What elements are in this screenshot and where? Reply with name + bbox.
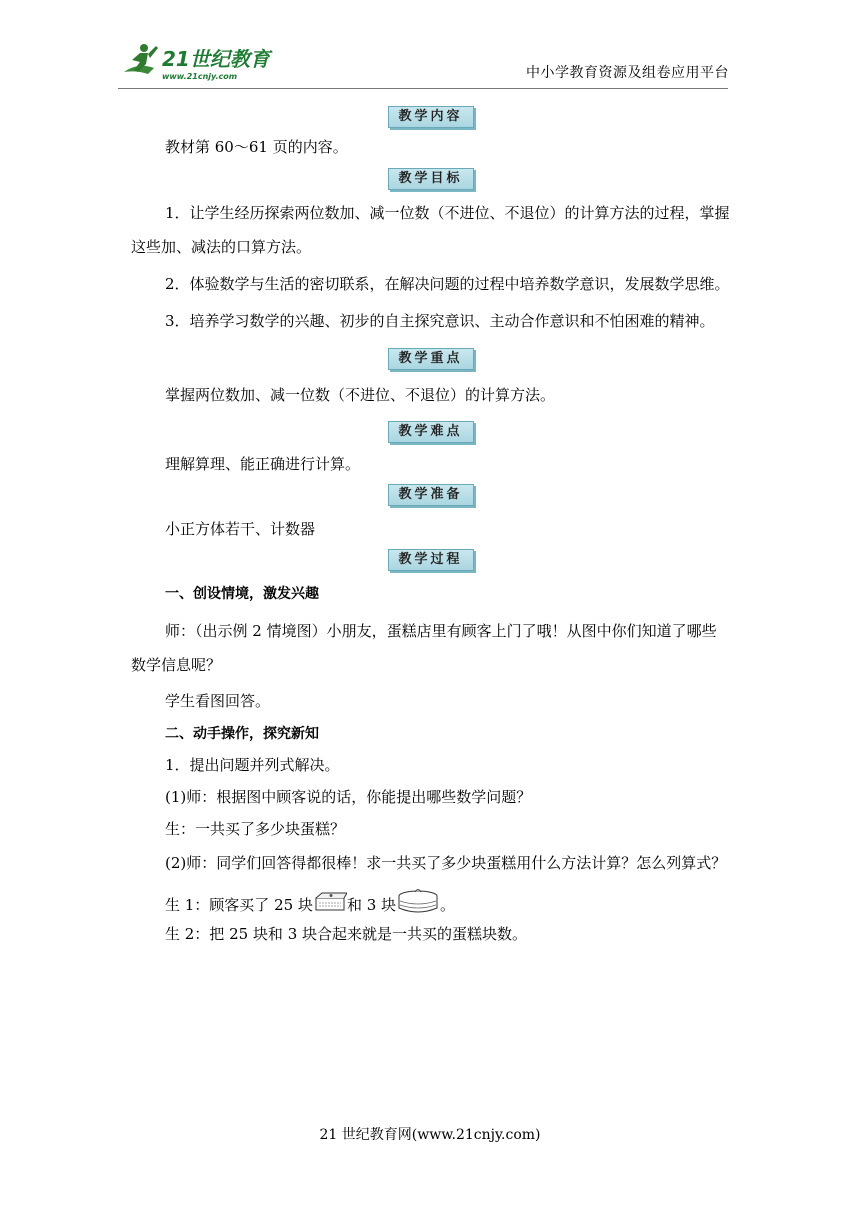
- preparation-text: 小正方体若干、计数器: [165, 520, 316, 538]
- goal-item-2: 2．体验数学与生活的密切联系，在解决问题的过程中培养数学意识，发展数学思维。: [165, 275, 730, 293]
- step1-text: 1．提出问题并列式解决。: [165, 756, 340, 774]
- lesson-plan-body: [131, 106, 730, 948]
- platform-name: 中小学教育资源及组卷应用平台: [526, 65, 729, 81]
- part1-student-text: 学生看图回答。: [165, 692, 271, 710]
- page-header: [0, 0, 860, 96]
- page-footer: 21 世纪教育网(www.21cnjy.com): [319, 1127, 541, 1143]
- part1-title: 一、创设情境，激发兴趣: [165, 586, 319, 602]
- goal-item-3: 3．培养学习数学的兴趣、初步的自主探究意识、主动合作意识和不怕困难的精神。: [165, 312, 715, 330]
- square-cake-icon: [313, 890, 347, 916]
- key-point-text: 掌握两位数加、减一位数（不进位、不退位）的计算方法。: [165, 386, 556, 404]
- difficulty-text: 理解算理、能正确进行计算。: [165, 455, 361, 473]
- goal-item-1: 1．让学生经历探索两位数加、减一位数（不进位、不退位）的计算方法的过程，掌握这些加、减法的口算方法。: [131, 204, 730, 256]
- logo-title: 21世纪教育: [162, 47, 270, 71]
- part2-title: 二、动手操作，探究新知: [165, 726, 319, 742]
- student1-text-b: 和 3 块: [346, 896, 397, 914]
- teaching-content-text: 教材第 60～61 页的内容。: [165, 138, 348, 156]
- student1-text: [131, 888, 730, 919]
- part1-teacher-text: 师：（出示例 2 情境图）小朋友，蛋糕店里有顾客上门了哦！从图中你们知道了哪些数学信息呢？: [131, 622, 717, 674]
- heading-teaching-process: 教学过程: [388, 549, 474, 571]
- heading-key-point: 教学重点: [388, 348, 474, 370]
- heading-teaching-content: 教学内容: [388, 106, 474, 128]
- answer1-text: 生：一共买了多少块蛋糕？: [165, 820, 346, 838]
- header-divider: [118, 88, 728, 89]
- student1-text-a: 生 1：顾客买了 25 块: [165, 896, 313, 914]
- heading-preparation: 教学准备: [388, 484, 474, 506]
- round-cake-icon: [396, 888, 440, 916]
- logo-url: www.21cnjy.com: [162, 72, 238, 81]
- student2-text: 生 2：把 25 块和 3 块合起来就是一共买的蛋糕块数。: [165, 925, 528, 943]
- question2-text: (2)师：同学们回答得都很棒！求一共买了多少块蛋糕用什么方法计算？怎么列算式？: [165, 854, 727, 872]
- site-logo: [118, 38, 288, 84]
- heading-difficulty: 教学难点: [388, 421, 474, 443]
- student1-text-c: 。: [440, 896, 456, 914]
- heading-teaching-goals: 教学目标: [388, 168, 474, 190]
- question1-text: (1)师：根据图中顾客说的话，你能提出哪些数学问题？: [165, 788, 532, 806]
